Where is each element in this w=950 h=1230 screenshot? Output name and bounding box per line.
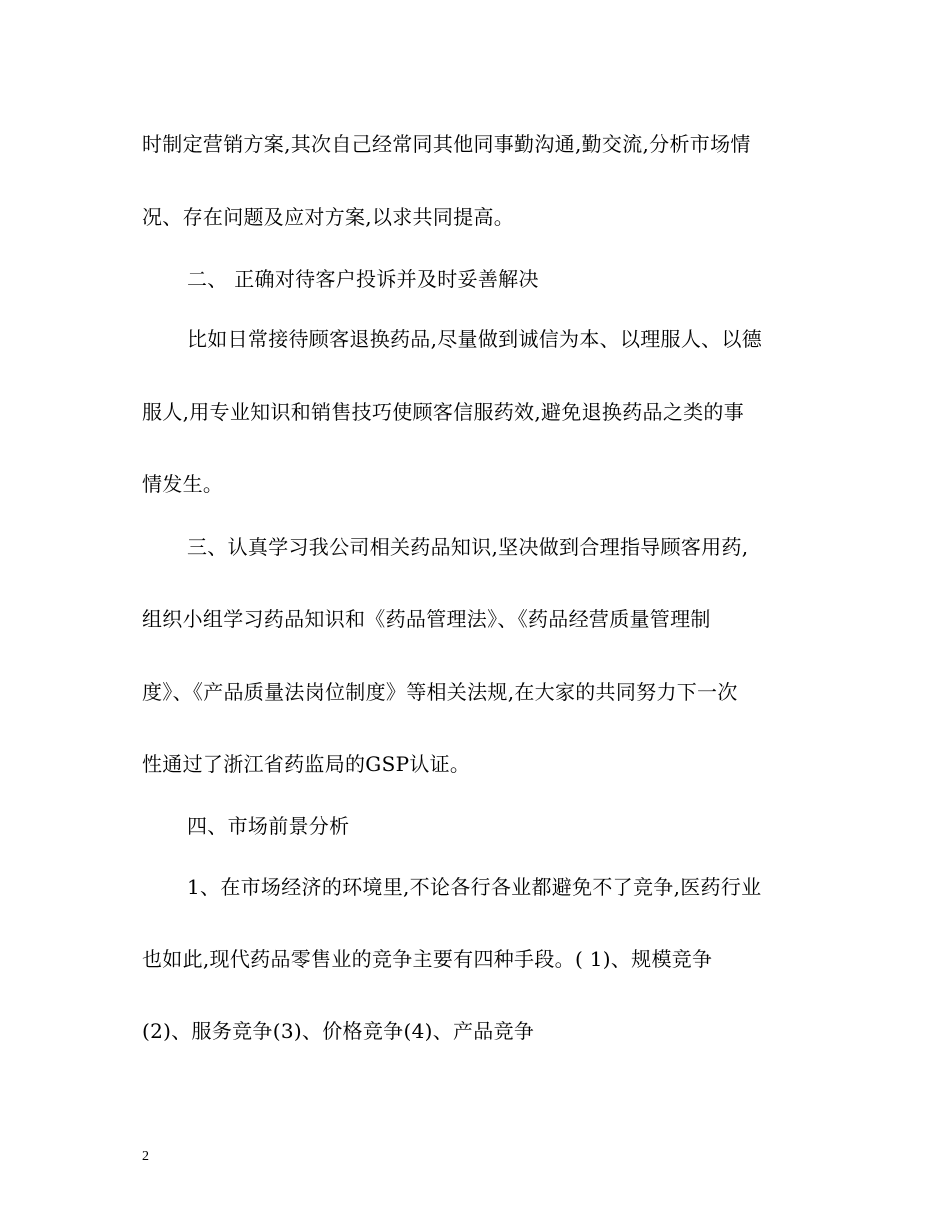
- body-text-line: 三、认真学习我公司相关药品知识,坚决做到合理指导顾客用药,: [187, 535, 749, 559]
- body-text-line: 组织小组学习药品知识和《药品管理法》、《药品经营质量管理制: [142, 607, 711, 631]
- body-text-line: 度》、《产品质量法岗位制度》等相关法规,在大家的共同努力下一次: [142, 680, 738, 704]
- page-number: 2: [142, 1149, 149, 1164]
- body-text-line: (2)、服务竞争(3)、价格竞争(4)、产品竞争: [142, 1019, 535, 1043]
- body-text-line: 情发生。: [142, 472, 224, 496]
- body-text-line: 时制定营销方案,其次自己经常同其他同事勤沟通,勤交流,分析市场情: [142, 132, 751, 156]
- body-text-line: 1、在市场经济的环境里,不论各行各业都避免不了竞争,医药行业: [187, 875, 762, 899]
- body-text-line: 也如此,现代药品零售业的竞争主要有四种手段。( 1)、规模竞争: [142, 947, 713, 971]
- body-text-line: 况、存在问题及应对方案,以求共同提高。: [142, 205, 515, 229]
- section-heading: 二、 正确对待客户投诉并及时妥善解决: [187, 267, 539, 291]
- body-text-line: 性通过了浙江省药监局的GSP认证。: [142, 752, 471, 776]
- section-heading: 四、市场前景分析: [187, 814, 350, 838]
- body-text-line: 比如日常接待顾客退换药品,尽量做到诚信为本、以理服人、以德: [187, 327, 763, 351]
- body-text-line: 服人,用专业知识和销售技巧使顾客信服药效,避免退换药品之类的事: [142, 400, 745, 424]
